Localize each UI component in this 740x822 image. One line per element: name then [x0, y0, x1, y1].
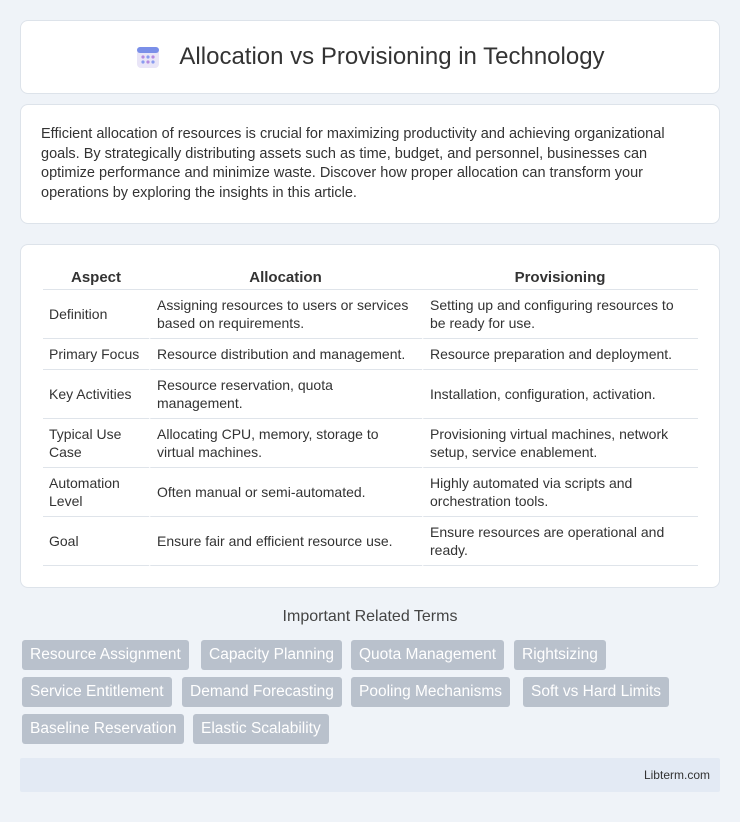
table-cell: Highly automated via scripts and orchestration tools.	[422, 468, 698, 517]
table-cell: Assigning resources to users or services based on requirements.	[149, 290, 422, 339]
table-cell: Resource reservation, quota management.	[149, 370, 422, 419]
footer	[20, 758, 720, 792]
table-cell: Typical Use Case	[43, 419, 149, 468]
table-cell: Ensure fair and efficient resource use.	[149, 517, 422, 566]
related-term-tag[interactable]: Capacity Planning	[201, 640, 342, 670]
table-cell: Definition	[43, 290, 149, 339]
comparison-table	[43, 265, 698, 566]
related-term-tag[interactable]: Service Entitlement	[22, 677, 172, 707]
calendar-icon	[135, 44, 161, 70]
table-row	[43, 290, 698, 339]
table-cell: Ensure resources are operational and ready.	[422, 517, 698, 566]
table-cell: Installation, configuration, activation.	[422, 370, 698, 419]
table-row	[43, 339, 698, 370]
related-term-tag[interactable]: Soft vs Hard Limits	[523, 677, 669, 707]
table-row	[43, 468, 698, 517]
intro-text: Efficient allocation of resources is crucial for maximizing productivity and achieving organizational goals. By strategically distributing assets such as time, budget, and personnel, businesses can optimize performance and minimize waste. Discover how proper allocation can transform your operations by exploring the insights in this article.	[41, 126, 665, 201]
related-term-tag[interactable]: Demand Forecasting	[182, 677, 342, 707]
header-card	[20, 20, 720, 94]
table-cell: Goal	[43, 517, 149, 566]
table-cell: Often manual or semi-automated.	[149, 468, 422, 517]
column-header: Allocation	[149, 265, 422, 290]
table-cell: Primary Focus	[43, 339, 149, 370]
table-cell: Resource distribution and management.	[149, 339, 422, 370]
related-terms-title: Important Related Terms	[282, 608, 458, 625]
table-row	[43, 370, 698, 419]
intro-card	[20, 104, 720, 224]
related-term-tag[interactable]: Baseline Reservation	[22, 714, 184, 744]
table-cell: Automation Level	[43, 468, 149, 517]
related-term-tag[interactable]: Resource Assignment	[22, 640, 189, 670]
related-term-tag[interactable]: Elastic Scalability	[193, 714, 329, 744]
related-term-tag[interactable]: Rightsizing	[514, 640, 606, 670]
table-cell: Resource preparation and deployment.	[422, 339, 698, 370]
table-cell: Setting up and configuring resources to be ready for use.	[422, 290, 698, 339]
column-header: Aspect	[43, 265, 149, 290]
table-row	[43, 419, 698, 468]
table-cell: Key Activities	[43, 370, 149, 419]
comparison-table-card	[20, 244, 720, 588]
column-header: Provisioning	[422, 265, 698, 290]
table-row	[43, 517, 698, 566]
table-cell: Provisioning virtual machines, network setup, service enablement.	[422, 419, 698, 468]
page-title: Allocation vs Provisioning in Technology	[179, 43, 605, 70]
related-term-tag[interactable]: Pooling Mechanisms	[351, 677, 510, 707]
footer-link[interactable]: Libterm.com	[643, 768, 710, 782]
related-term-tag[interactable]: Quota Management	[351, 640, 504, 670]
table-header-row	[43, 265, 698, 290]
table-cell: Allocating CPU, memory, storage to virtual machines.	[149, 419, 422, 468]
